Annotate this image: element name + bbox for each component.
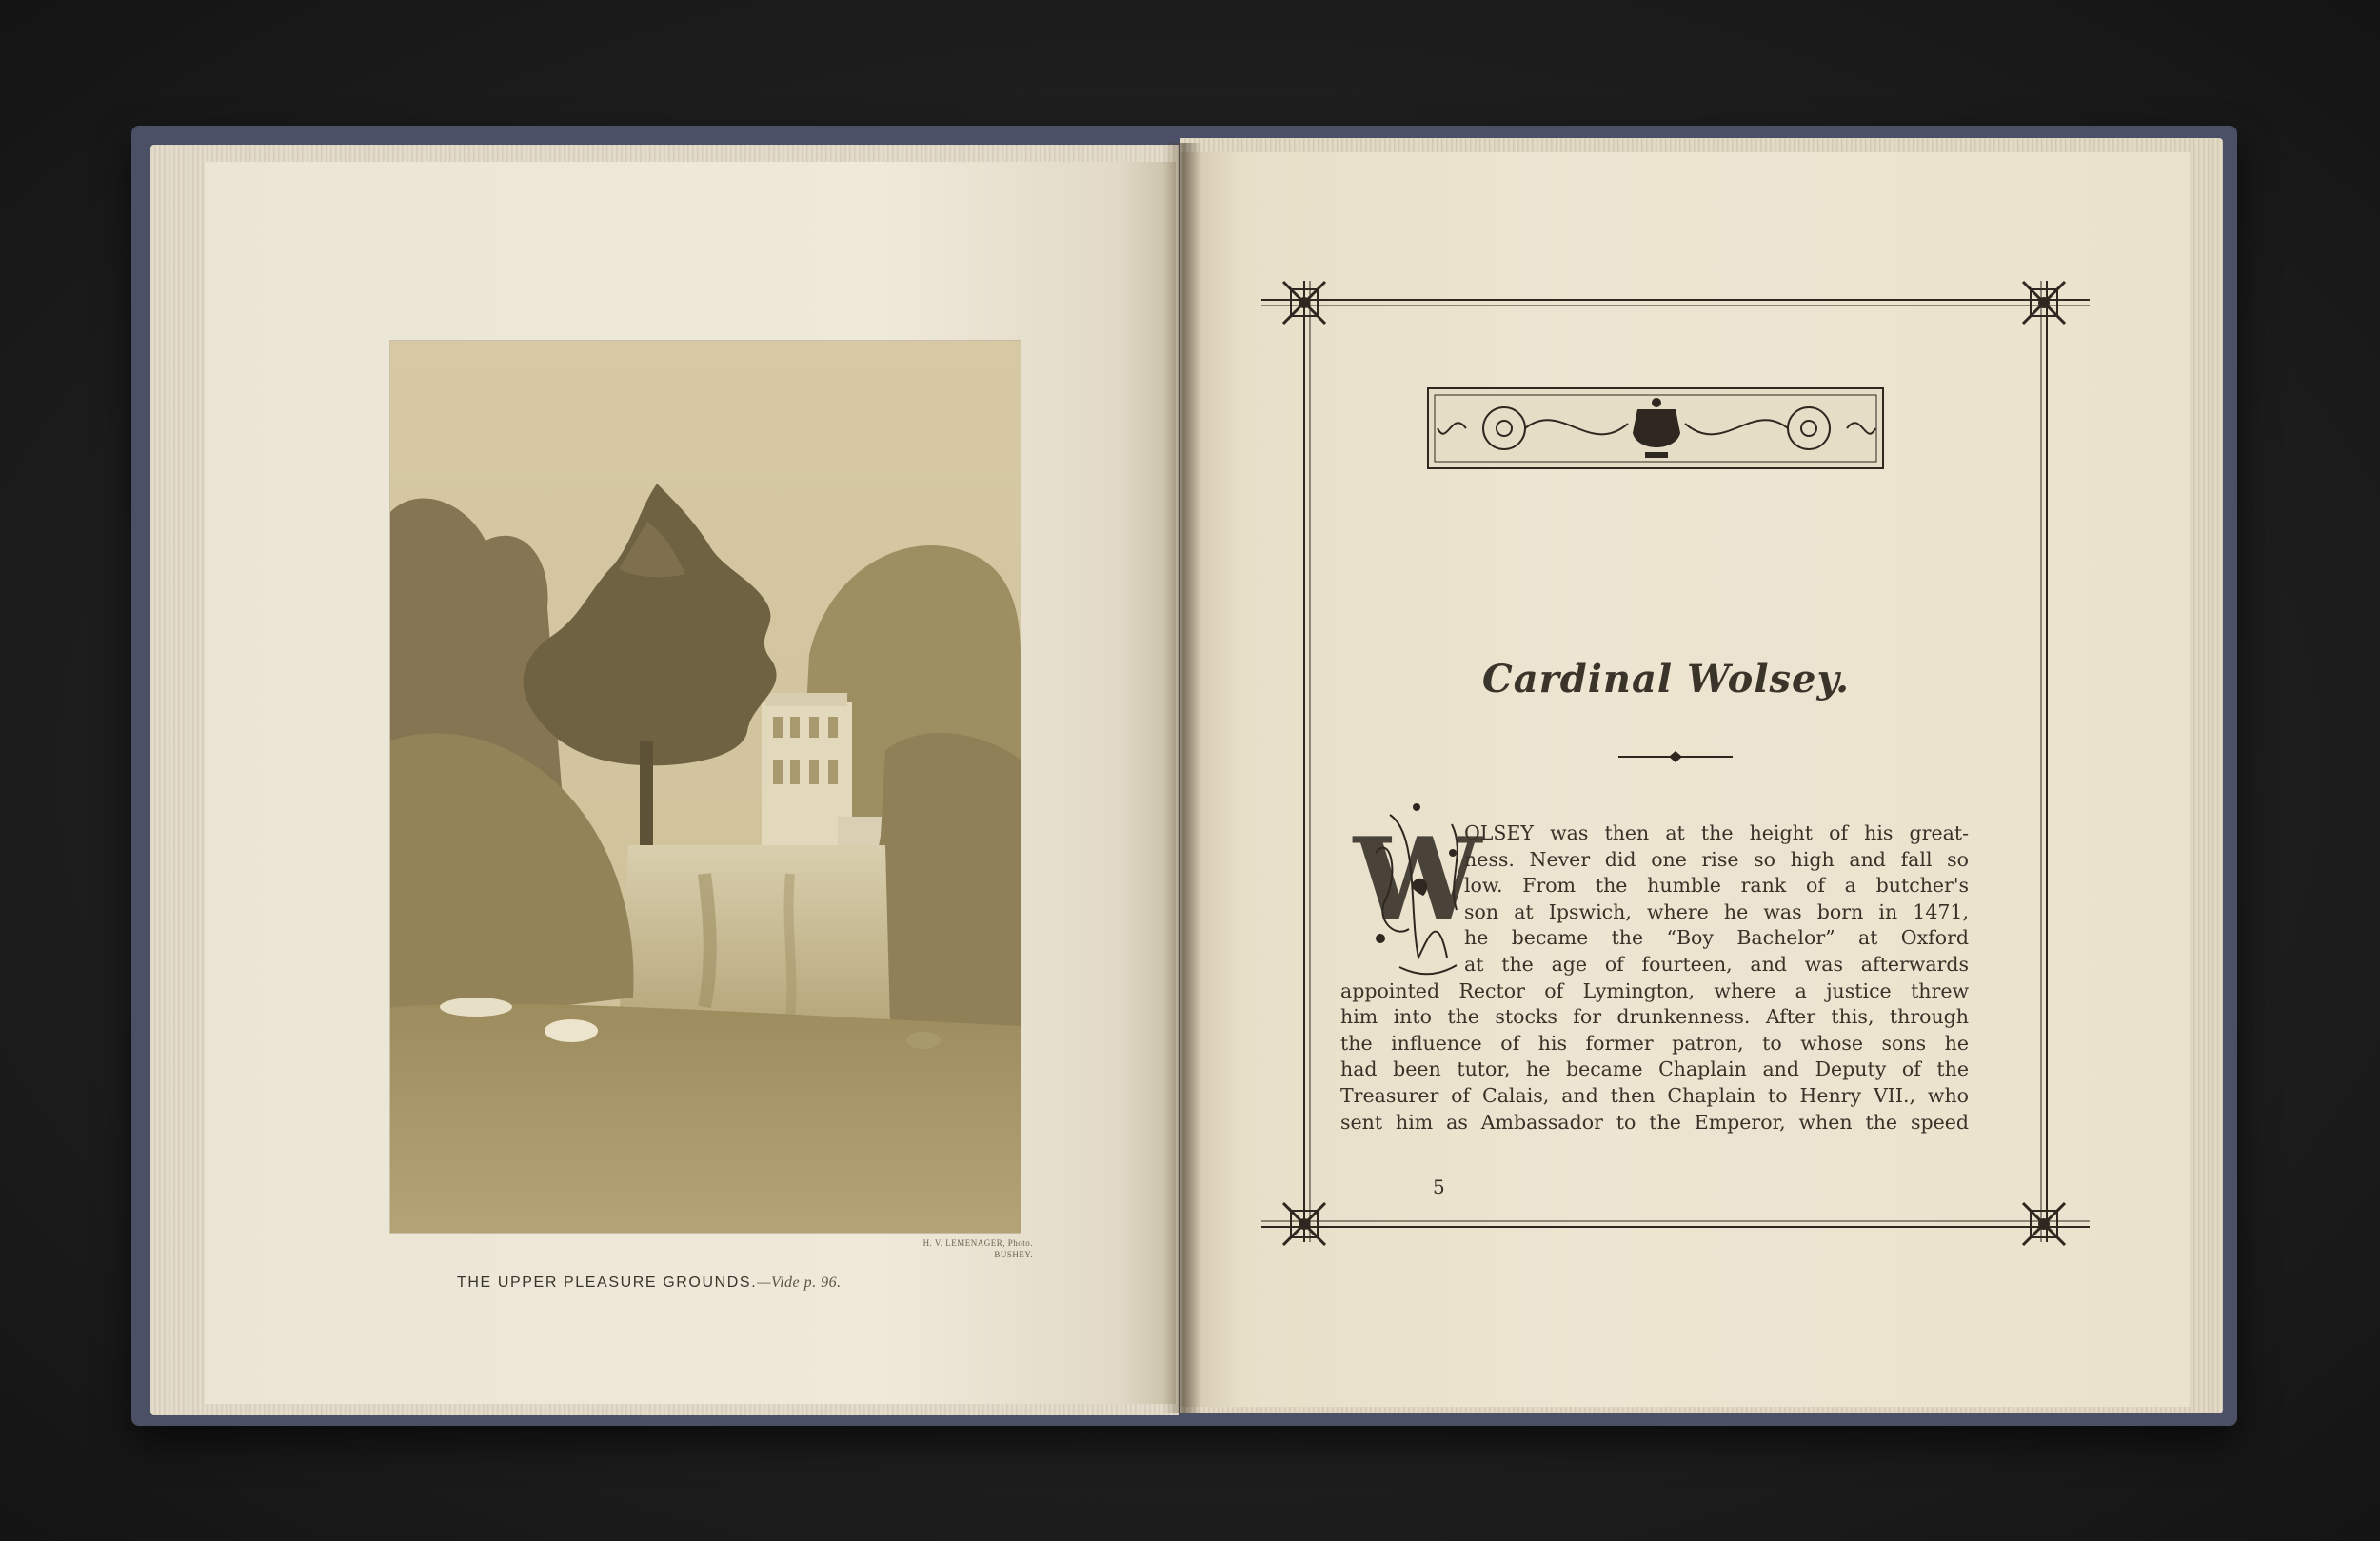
body-line: appointed Rector of Lymington, where a justice threw [1340,978,1969,1002]
body-line: the influence of his former patron, to whose sons he [1340,1031,1969,1055]
chapter-title: Cardinal Wolsey. [1481,657,1851,701]
body-line: OLSEY was then at the height of his great- [1464,821,1969,844]
body-line: sent him as Ambassador to the Emperor, when the speed [1340,1110,1969,1134]
title-divider [1618,751,1733,762]
caption-text: THE UPPER PLEASURE GROUNDS. [457,1274,758,1291]
body-line: had been tutor, he became Chaplain and Deputy of the [1340,1057,1969,1081]
body-line: at the age of fourteen, and was afterwards [1464,952,1969,976]
drop-cap-letter: W [1353,813,1482,947]
body-line: low. From the humble rank of a butcher's [1464,874,1969,898]
photo-caption [457,1274,1028,1292]
body-line: ness. Never did one rise so high and fall so [1464,847,1969,871]
body-line: Treasurer of Calais, and then Chaplain to Henry VII., who [1340,1083,1969,1107]
caption-reference: —Vide p. 96. [757,1274,842,1291]
header-ornament [1428,388,1883,468]
page-number: 5 [1433,1176,1445,1198]
body-text [1340,820,1969,1136]
landscape-photograph [390,341,1021,1233]
book-gutter [1163,143,1201,1413]
photograph-illustration [390,341,1021,1233]
photo-credit-photographer: H. V. LEMENAGER, Photo. [922,1238,1033,1248]
photo-credit-place: BUSHEY. [994,1250,1033,1259]
photo-credit [890,1237,1033,1260]
body-line: son at Ipswich, where he was born in 1471, [1464,899,1969,923]
body-line: he became the “Boy Bachelor” at Oxford [1464,926,1969,950]
body-line: him into the stocks for drunkenness. After this, through [1340,1005,1969,1029]
